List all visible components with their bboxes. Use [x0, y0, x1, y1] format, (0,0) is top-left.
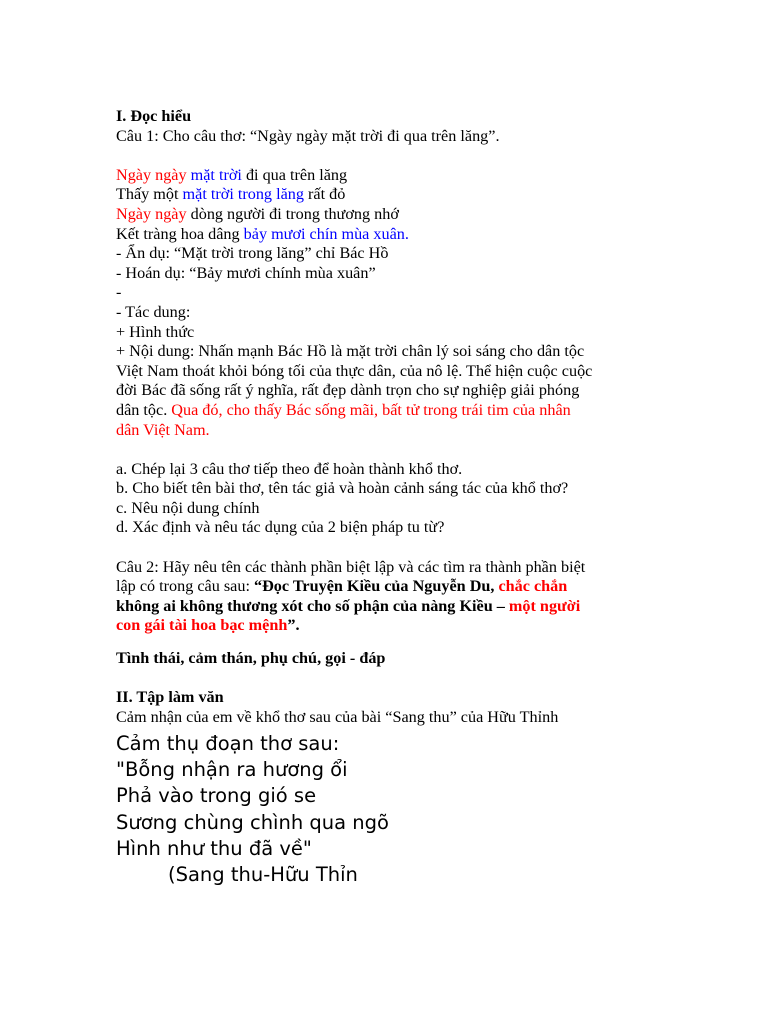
section-1-heading: I. Đọc hiểu	[116, 107, 192, 125]
section-2-heading: II. Tập làm văn	[116, 688, 224, 707]
document-body	[116, 107, 656, 727]
question-2-line-4: con gái tài hoa bạc mệnh”.	[116, 616, 300, 635]
note-an-du: - Ẩn dụ: “Mặt trời trong lăng” chỉ Bác Hồ	[116, 244, 389, 263]
note-noi-dung-2: Việt Nam thoát khỏi bóng tối của thực dân, của nô lệ. Thể hiện cuộc cuộc	[116, 361, 593, 380]
section-2-prompt: Cảm nhận của em về khổ thơ sau của bài “Sang thu” của Hữu Thỉnh	[116, 707, 559, 726]
note-noi-dung-3: đời Bác đã sống rất ý nghĩa, rất đẹp dành trọn cho sự nghiệp giải phóng	[116, 381, 580, 400]
answer-text: Tình thái, cảm thán, phụ chú, gọi - đáp	[116, 649, 386, 668]
question-c: c. Nêu nội dung chính	[116, 498, 260, 517]
note-noi-dung-5: dân Việt Nam.	[116, 420, 210, 439]
question-1-prompt: Câu 1: Cho câu thơ: “Ngày ngày mặt trời đi qua trên lăng”.	[116, 126, 500, 145]
question-a: a. Chép lại 3 câu thơ tiếp theo để hoàn thành khổ thơ.	[116, 459, 463, 478]
note-dash: -	[116, 283, 122, 302]
poem2-attribution: (Sang thu-Hữu Thỉn	[168, 863, 358, 887]
question-d: d. Xác định và nêu tác dụng của 2 biện pháp tu từ?	[116, 518, 445, 537]
question-2-line-2: lập có trong câu sau: “Đọc Truyện Kiều của Nguyễn Du, chắc chắn	[116, 577, 568, 596]
question-b: b. Cho biết tên bài thơ, tên tác giả và hoàn cảnh sáng tác của khổ thơ?	[116, 479, 569, 498]
note-hoan-du: - Hoán dụ: “Bảy mươi chính mùa xuân”	[116, 263, 376, 282]
note-tac-dung: - Tác dung:	[116, 302, 191, 321]
poem2-line-3: Phả vào trong gió se	[116, 784, 317, 808]
poem2-line-4: Sương chùng chình qua ngõ	[116, 810, 389, 834]
poem-line-2: Thấy một mặt trời trong lăng rất đỏ	[116, 185, 346, 204]
note-noi-dung-4: dân tộc. Qua đó, cho thấy Bác sống mãi, bất tử trong trái tim của nhân	[116, 400, 571, 419]
poem-line-4: Kết tràng hoa dâng bảy mươi chín mùa xuân.	[116, 224, 409, 243]
poem2-line-1: Cảm thụ đoạn thơ sau:	[116, 732, 340, 755]
question-2-line-1: Câu 2: Hãy nêu tên các thành phần biệt lập và các tìm ra thành phần biệt	[116, 557, 586, 576]
poem2-line-5: Hình như thu đã về"	[116, 836, 312, 860]
question-2-line-3: không ai không thương xót cho số phận của nàng Kiều – một người	[116, 596, 581, 615]
poem-line-1: Ngày ngày mặt trời đi qua trên lăng	[116, 165, 348, 184]
note-hinh-thuc: + Hình thức	[116, 322, 195, 341]
poem-line-3: Ngày ngày dòng người đi trong thương nhớ	[116, 204, 399, 223]
poem2-line-2: "Bỗng nhận ra hương ổi	[116, 758, 348, 782]
sang-thu-poem	[116, 731, 389, 888]
note-noi-dung-1: + Nội dung: Nhấn mạnh Bác Hồ là mặt trời chân lý soi sáng cho dân tộc	[116, 342, 585, 361]
